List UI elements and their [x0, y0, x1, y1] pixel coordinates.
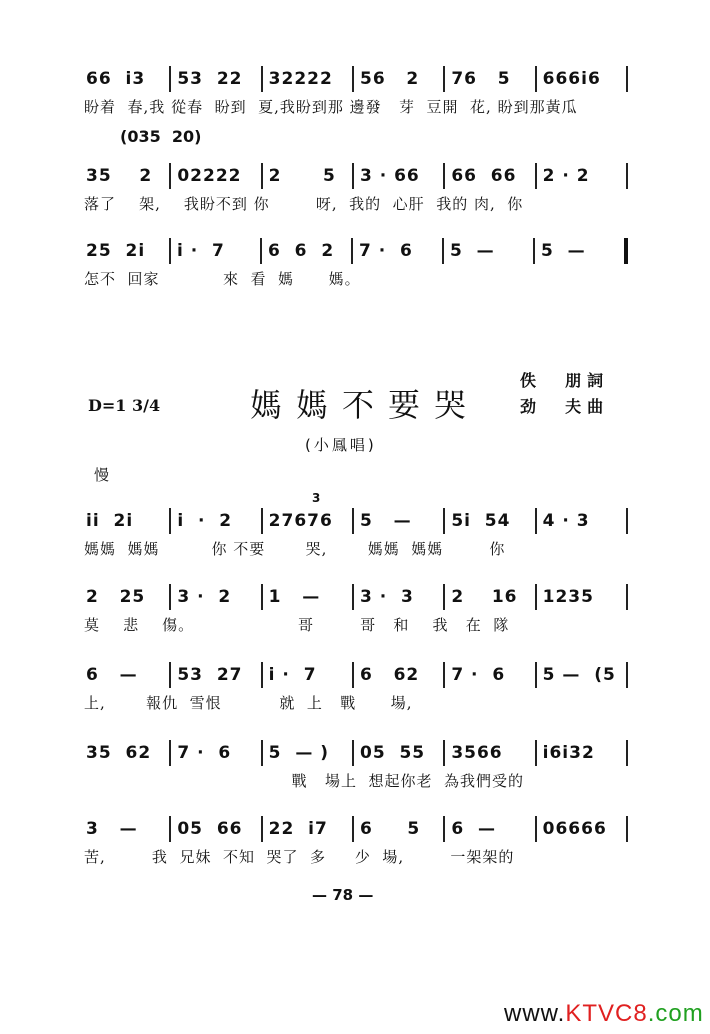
measure: 53 27 — [169, 662, 260, 688]
measure: 2 · 2 — [535, 163, 628, 189]
measure: 5 — — [533, 238, 628, 264]
measure: 25 2i — [86, 241, 146, 261]
lyrics-line: 莫 悲 傷。 哥 哥 和 我 在 隊 — [84, 616, 510, 634]
composer-credit: 劲 夫曲 — [520, 397, 610, 416]
staff-row — [84, 740, 628, 766]
staff-row — [84, 66, 628, 92]
measure: 5i 54 — [443, 508, 534, 534]
measure: i · 2 — [169, 508, 260, 534]
watermark-www: www. — [504, 1000, 566, 1027]
measure: 2 5 — [261, 163, 352, 189]
measure: 66 i3 — [86, 69, 146, 89]
measure: 22 i7 — [261, 816, 352, 842]
staff-row — [84, 816, 628, 842]
measure: 53 22 — [169, 66, 260, 92]
measure: i · 7 — [261, 662, 352, 688]
measure: 32222 — [261, 66, 352, 92]
measure: 3 · 66 — [352, 163, 443, 189]
measure: 3 — — [86, 819, 138, 839]
measure: 6 — — [443, 816, 534, 842]
lyrics-line: 戰 場上 想起你老 為我們受的 — [84, 772, 525, 790]
measure: 1235 — [535, 584, 628, 610]
lyricist-credit: 佚 朋詞 — [520, 371, 610, 390]
singer-note: (小鳳唱) — [305, 436, 377, 454]
measure: 5 — (5 — [535, 662, 628, 688]
lyrics-line: 上, 報仇 雪恨 就 上 戰 場, — [84, 694, 413, 712]
measure: 27676 — [261, 508, 352, 534]
interlude-prefix: (035 20) — [120, 127, 202, 146]
measure: i · 7 — [169, 238, 260, 264]
triplet-mark: 3 — [312, 491, 321, 505]
measure: 2 25 — [86, 587, 146, 607]
lyrics-line: 苦, 我 兄妹 不知 哭了 多 少 場, 一架架的 — [84, 848, 515, 866]
measure: 6 62 — [352, 662, 443, 688]
staff-row — [84, 584, 628, 610]
measure: 3 · 2 — [169, 584, 260, 610]
watermark — [504, 1000, 704, 1030]
measure: 666i6 — [535, 66, 628, 92]
measure: 4 · 3 — [535, 508, 628, 534]
watermark-brand: KTVC8 — [565, 1000, 648, 1027]
measure: 7 · 6 — [351, 238, 442, 264]
measure: 5 — — [442, 238, 533, 264]
measure: 06666 — [535, 816, 628, 842]
measure: 66 66 — [443, 163, 534, 189]
measure: 35 2 — [86, 166, 153, 186]
measure: 5 — ) — [261, 740, 352, 766]
measure: 76 5 — [443, 66, 534, 92]
lyrics-line: 盼着 春,我 從春 盼到 夏,我盼到那 邊發 芽 豆開 花, 盼到那黃瓜 — [84, 98, 578, 116]
measure: ii 2i — [86, 511, 134, 531]
measure: 05 66 — [169, 816, 260, 842]
key-signature: D=1 3/4 — [88, 396, 161, 415]
staff-row — [84, 508, 628, 534]
lyrics-line: 怎不 回家 來 看 媽 媽。 — [84, 270, 361, 288]
measure: 35 62 — [86, 743, 152, 763]
measure: 5 — — [352, 508, 443, 534]
measure: 2 16 — [443, 584, 534, 610]
measure: 6 5 — [352, 816, 443, 842]
page-number: — 78 — — [312, 886, 374, 904]
watermark-com: .com — [647, 1000, 704, 1027]
song-title: 媽媽不要哭 — [250, 386, 481, 424]
measure: 7 · 6 — [443, 662, 534, 688]
measure: 02222 — [169, 163, 260, 189]
measure: i6i32 — [535, 740, 628, 766]
lyrics-line: 媽媽 媽媽 你 不要 哭, 媽媽 媽媽 你 — [84, 540, 506, 558]
staff-row — [84, 238, 628, 264]
measure: 6 — — [86, 665, 138, 685]
measure: 1 — — [261, 584, 352, 610]
lyrics-line: 落了 架, 我盼不到 你 呀, 我的 心肝 我的 肉, 你 — [84, 195, 524, 213]
staff-row — [84, 163, 628, 189]
measure: 56 2 — [352, 66, 443, 92]
measure: 05 55 — [352, 740, 443, 766]
measure: 3 · 3 — [352, 584, 443, 610]
staff-row — [84, 662, 628, 688]
measure: 3566 — [443, 740, 534, 766]
measure: 7 · 6 — [169, 740, 260, 766]
measure: 6 6 2 — [260, 238, 351, 264]
tempo-marking: 慢 — [94, 466, 110, 484]
